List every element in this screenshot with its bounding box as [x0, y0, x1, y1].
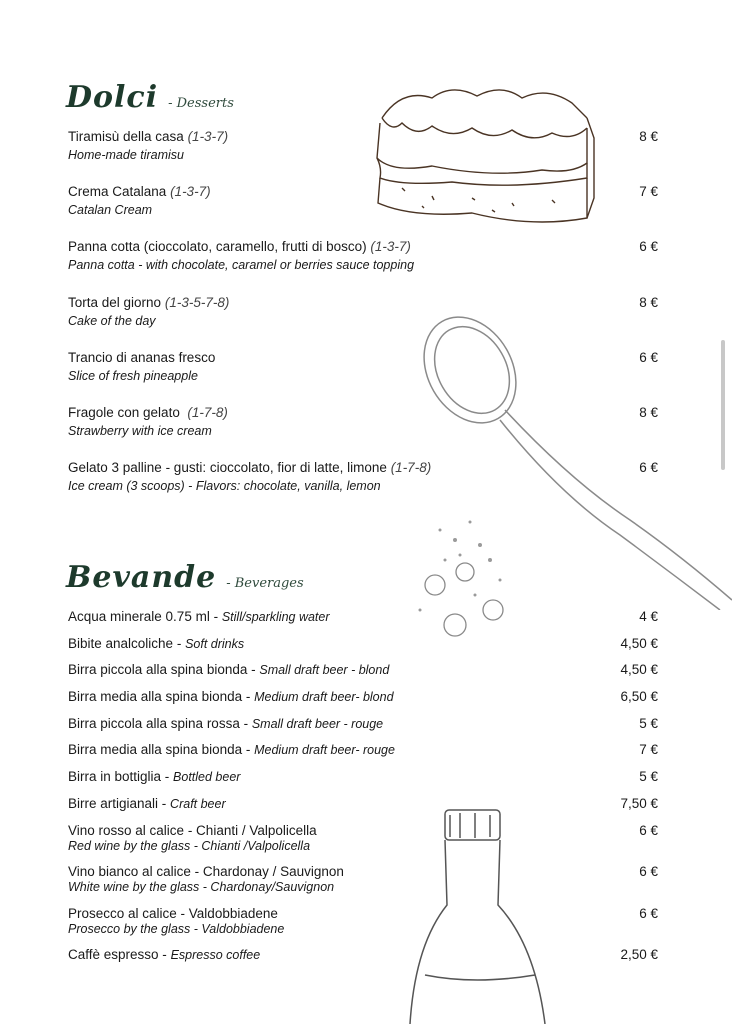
- item-translation: Strawberry with ice cream: [68, 423, 212, 438]
- menu-item: [68, 863, 658, 905]
- dolci-subtitle: - Desserts: [168, 96, 234, 111]
- item-name: Acqua minerale 0.75 ml -: [68, 609, 222, 624]
- item-price: 8 €: [639, 129, 658, 144]
- scrollbar[interactable]: [721, 340, 725, 470]
- item-name: Birra piccola alla spina rossa -: [68, 715, 252, 731]
- item-translation: Still/sparkling water: [221, 610, 330, 624]
- item-price: 5 €: [639, 769, 658, 785]
- bevande-subtitle: - Beverages: [226, 576, 304, 591]
- menu-item: [68, 768, 658, 795]
- menu-item: [68, 946, 658, 973]
- item-translation: Ice cream (3 scoops) - Flavors: chocolate, vanilla, lemon: [68, 479, 381, 494]
- item-name: Bibite analcoliche -: [68, 635, 186, 651]
- menu-item: [68, 238, 658, 293]
- item-translation: Soft drinks: [185, 636, 245, 651]
- menu-item: [68, 183, 658, 238]
- item-name: Birra media alla spina bionda -: [68, 742, 255, 758]
- menu-item: [68, 905, 658, 947]
- item-translation: White wine by the glass - Chardonay/Sauvignon: [68, 880, 335, 894]
- menu-item: [68, 128, 658, 183]
- menu-item: [68, 349, 658, 404]
- item-price: 6 €: [639, 349, 658, 365]
- item-translation: Medium draft beer- rouge: [254, 743, 395, 758]
- section-title-dolci: [66, 80, 234, 115]
- item-price: 7 €: [639, 184, 658, 200]
- item-price: 6 €: [639, 864, 658, 879]
- item-translation: Slice of fresh pineapple: [68, 368, 198, 383]
- item-price: 4 €: [639, 609, 658, 624]
- desserts-list: [68, 128, 658, 514]
- item-translation: Red wine by the glass - Chianti /Valpolicella: [68, 838, 311, 853]
- item-translation: Bottled beer: [173, 770, 241, 785]
- item-name: Prosecco al calice - Valdobbiadene: [68, 905, 278, 921]
- item-name: Tiramisù della casa: [68, 129, 184, 144]
- item-allergens: (1-3-5-7-8): [164, 294, 230, 310]
- item-price: 7 €: [639, 742, 658, 758]
- item-price: 4,50 €: [620, 635, 658, 651]
- item-name: Birra piccola alla spina bionda -: [68, 662, 260, 678]
- item-name: Vino rosso al calice - Chianti / Valpolicella: [68, 822, 317, 838]
- menu-item: [68, 661, 658, 688]
- item-name: Birra media alla spina bionda -: [68, 689, 255, 705]
- item-price: 4,50 €: [620, 662, 658, 678]
- item-name: Vino bianco al calice - Chardonay / Sauvignon: [68, 864, 344, 879]
- menu-item: [68, 688, 658, 715]
- menu-item: [68, 715, 658, 742]
- item-price: 5 €: [639, 715, 658, 731]
- item-allergens: (1-3-7): [187, 129, 229, 144]
- item-name: Caffè espresso -: [68, 947, 171, 962]
- section-title-bevande: [66, 560, 304, 595]
- item-name: Gelato 3 palline - gusti: cioccolato, fior di latte, limone: [68, 460, 387, 476]
- item-translation: Medium draft beer- blond: [254, 690, 394, 705]
- menu-item: [68, 608, 658, 635]
- menu-item: [68, 459, 658, 514]
- menu-item: [68, 635, 658, 662]
- item-allergens: (1-7-8): [390, 460, 432, 476]
- item-price: 6 €: [639, 239, 658, 255]
- menu-item: [68, 404, 658, 459]
- item-price: 2,50 €: [620, 947, 658, 962]
- dolci-title: Dolci: [66, 80, 159, 115]
- item-name: Panna cotta (cioccolato, caramello, frutti di bosco): [68, 239, 367, 255]
- item-name: Birra in bottiglia -: [68, 769, 174, 785]
- item-price: 7,50 €: [620, 795, 658, 811]
- menu-item: [68, 294, 658, 349]
- item-translation: Catalan Cream: [68, 203, 153, 218]
- item-translation: Small draft beer - blond: [259, 663, 390, 678]
- item-name: Trancio di ananas fresco: [68, 349, 216, 365]
- item-translation: Panna cotta - with chocolate, caramel or berries sauce topping: [68, 258, 415, 273]
- item-translation: Espresso coffee: [170, 948, 261, 962]
- item-translation: Cake of the day: [68, 313, 156, 328]
- item-allergens: (1-3-7): [170, 184, 211, 200]
- item-name: Birre artigianali -: [68, 795, 171, 811]
- menu-item: [68, 822, 658, 864]
- item-translation: Small draft beer - rouge: [251, 716, 384, 731]
- item-name: Fragole con gelato: [68, 404, 184, 420]
- item-translation: Prosecco by the glass - Valdobbiadene: [68, 921, 285, 936]
- item-price: 6 €: [639, 905, 658, 921]
- item-price: 8 €: [639, 294, 658, 310]
- item-translation: Home-made tiramisu: [68, 148, 185, 162]
- item-name: Crema Catalana: [68, 184, 167, 200]
- menu-item: [68, 795, 658, 822]
- item-price: 6,50 €: [620, 689, 658, 705]
- item-price: 6 €: [639, 460, 658, 476]
- item-price: 8 €: [639, 404, 658, 420]
- beverages-list: [68, 608, 658, 973]
- item-allergens: (1-7-8): [187, 404, 228, 420]
- item-allergens: (1-3-7): [370, 239, 411, 255]
- bevande-title: Bevande: [66, 560, 217, 595]
- item-price: 6 €: [639, 822, 658, 838]
- item-translation: Craft beer: [170, 796, 226, 811]
- menu-item: [68, 741, 658, 768]
- item-name: Torta del giorno: [68, 294, 162, 310]
